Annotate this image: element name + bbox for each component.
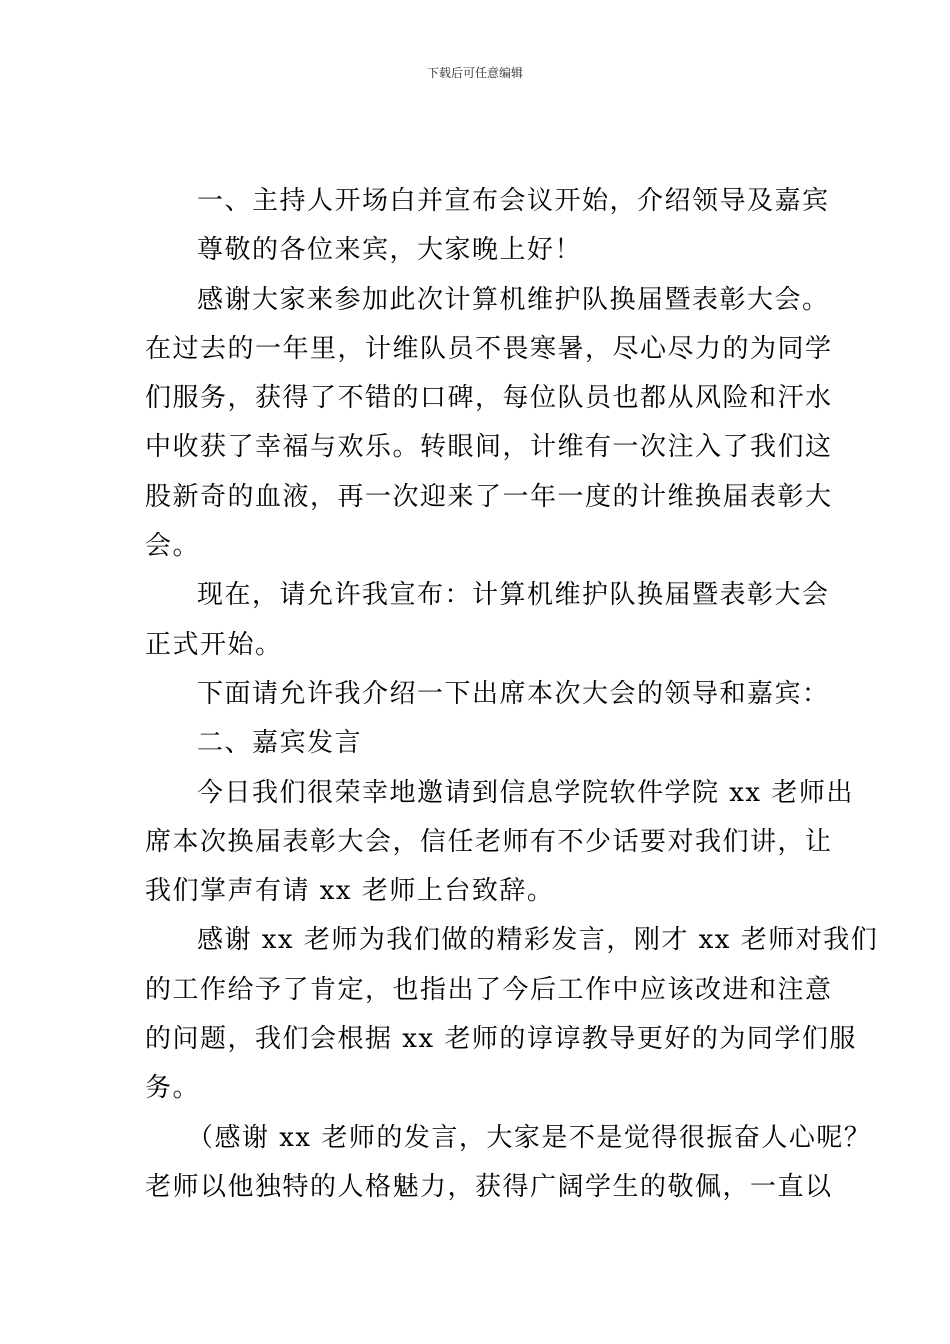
paragraph-line: 在过去的一年里，计维队员不畏寒暑，尽心尽力的为同学 <box>145 333 833 364</box>
paragraph-line: 务。 <box>145 1073 201 1104</box>
paragraph-line: 们服务，获得了不错的口碑，每位队员也都从风险和汗水 <box>145 383 833 414</box>
paragraph-line: 感谢 xx 老师为我们做的精彩发言，刚才 xx 老师对我们 <box>197 925 879 956</box>
paragraph-line: 我们掌声有请 xx 老师上台致辞。 <box>145 876 555 907</box>
paragraph-line: 现在，请允许我宣布：计算机维护队换届暨表彰大会 <box>197 580 830 611</box>
paragraph-line: 正式开始。 <box>145 629 283 660</box>
paragraph-line: 下面请允许我介绍一下出席本次大会的领导和嘉宾： <box>197 678 830 709</box>
paragraph-line: （感谢 xx 老师的发言，大家是不是觉得很振奋人心呢？ <box>187 1122 872 1153</box>
paragraph-line: 席本次换届表彰大会，信任老师有不少话要对我们讲，让 <box>145 826 833 857</box>
paragraph-line: 的工作给予了肯定，也指出了今后工作中应该改进和注意 <box>145 974 833 1005</box>
page-header: 下载后可任意编辑 <box>426 66 523 80</box>
paragraph-line: 今日我们很荣幸地邀请到信息学院软件学院 xx 老师出 <box>197 777 854 808</box>
paragraph-line: 中收获了幸福与欢乐。转眼间，计维有一次注入了我们这 <box>145 432 833 463</box>
paragraph-line: 感谢大家来参加此次计算机维护队换届暨表彰大会。 <box>197 284 830 315</box>
section-heading: 一、主持人开场白并宣布会议开始，介绍领导及嘉宾 <box>197 186 830 216</box>
section-heading: 二、嘉宾发言 <box>197 728 363 759</box>
paragraph-line: 老师以他独特的人格魅力，获得广阔学生的敬佩，一直以 <box>145 1171 833 1202</box>
paragraph-line: 的问题，我们会根据 xx 老师的谆谆教导更好的为同学们服 <box>145 1024 857 1055</box>
paragraph-line: 股新奇的血液，再一次迎来了一年一度的计维换届表彰大 <box>145 481 833 512</box>
greeting-line: 尊敬的各位来宾，大家晚上好！ <box>197 235 583 266</box>
paragraph-line: 会。 <box>145 531 201 562</box>
document-body <box>145 177 879 1212</box>
